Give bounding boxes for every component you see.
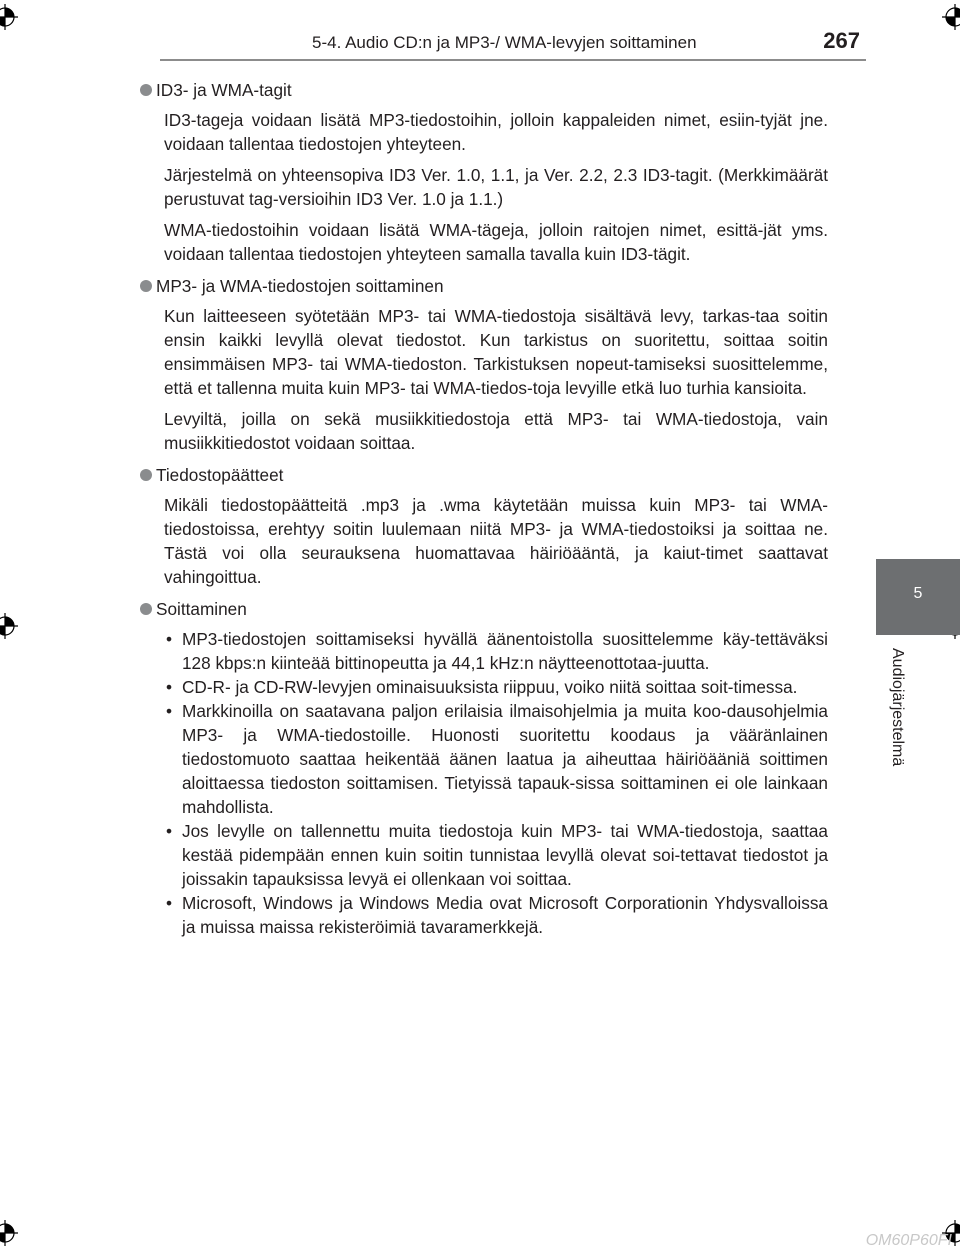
- list-item: [164, 675, 828, 699]
- section-file-extensions: [136, 463, 828, 589]
- paragraph: Mikäli tiedostopäätteitä .mp3 ja .wma käytetään muissa kuin MP3- tai WMA-tiedostoissa, erehtyy soitin luulemaan niitä MP3- ja WMA-tiedostoiksi ja soittaa ne. Tästä voi olla seurauksena huomattavaa häiriöääntä, ja kaiut-timet saattavat vahingoittua.: [164, 495, 828, 587]
- section-playing: [136, 597, 828, 939]
- list-item-text: Jos levylle on tallennettu muita tiedostoja kuin MP3- tai WMA-tiedostoja, saattaa kestää pidempään ennen kuin soitin tunnistaa levyllä olevat soi-tettavat tiedostot ja joissakin tapauksissa levyä ei ollenkaan voi soittaa.: [182, 821, 828, 889]
- list-bullet-icon: •: [166, 821, 173, 841]
- paragraph: Järjestelmä on yhteensopiva ID3 Ver. 1.0, 1.1, ja Ver. 2.2, 2.3 ID3-tagit. (Merkkimäärät perustuvat tag-versioihin ID3 Ver. 1.0 ja 1.1.): [164, 165, 828, 209]
- section-id3-tags: [136, 78, 828, 266]
- list-bullet-icon: •: [166, 701, 173, 721]
- section-heading: [136, 463, 828, 487]
- list-item: [164, 699, 828, 819]
- registration-mark-icon: [0, 1220, 18, 1246]
- header-divider: [160, 59, 866, 61]
- page-number: 267: [823, 28, 860, 53]
- chapter-side-label: [884, 648, 908, 848]
- footer-watermark: OM60P60FI: [865, 1232, 952, 1249]
- list-item-text: Microsoft, Windows ja Windows Media ovat Microsoft Corporationin Yhdysvalloissa ja muissa maissa rekisteröimiä tavaramerkkejä.: [182, 893, 828, 937]
- round-bullet-icon: [140, 603, 152, 615]
- round-bullet-icon: [140, 84, 152, 96]
- list-bullet-icon: •: [166, 629, 173, 649]
- round-bullet-icon: [140, 469, 152, 481]
- section-heading: [136, 274, 828, 298]
- list-item-text: Markkinoilla on saatavana paljon erilaisia ilmaisohjelmia ja muita koo-dausohjelmia MP3- ja WMA-tiedostoille. Huonosti suoritettu koodaus ja vääränlainen tiedostomuoto saattaa heikentää äänen laatua ja aiheuttaa häiriöääniä soittimen aloittaessa tiedoston soittamisen. Tietyissä tapauk-sissa soittaminen ei ole lainkaan mahdollista.: [182, 701, 828, 817]
- registration-mark-icon: [0, 4, 18, 30]
- section-heading-text: Soittaminen: [156, 599, 247, 619]
- list-bullet-icon: •: [166, 893, 173, 913]
- paragraph: Kun laitteeseen syötetään MP3- tai WMA-tiedostoja sisältävä levy, tarkas-taa soitin ensin kaikki levyllä olevat tiedostot. Kun tarkistus on suoritettu, soittaa soitin ensimmäisen MP3- tai WMA-tiedoston. Tarkistuksen nopeut-tamiseksi suosittelemme, että et tallenna muita kuin MP3- tai WMA-tiedos-toja levyille etkä luo turhia kansioita.: [164, 306, 828, 398]
- list-item-text: MP3-tiedostojen soittamiseksi hyvällä äänentoistolla suosittelemme käy-tettäväksi 128 kbps:n kiinteää bittinopeutta ja 44,1 kHz:n näytteenottotaa-juutta.: [182, 629, 828, 673]
- list-item-text: CD-R- ja CD-RW-levyjen ominaisuuksista riippuu, voiko niitä soittaa soit-timessa.: [182, 677, 798, 697]
- section-heading-text: Tiedostopäätteet: [156, 465, 284, 485]
- paragraph: ID3-tageja voidaan lisätä MP3-tiedostoihin, jolloin kappaleiden nimet, esiin-tyjät jne. voidaan tallentaa tiedostojen yhteyteen.: [164, 110, 828, 154]
- page-content: [136, 78, 828, 947]
- section-heading: [136, 597, 828, 621]
- section-heading-text: ID3- ja WMA-tagit: [156, 80, 292, 100]
- list-bullet-icon: •: [166, 677, 173, 697]
- chapter-tab-number: 5: [913, 585, 923, 602]
- section-heading-text: MP3- ja WMA-tiedostojen soittaminen: [156, 276, 444, 296]
- list-item: [164, 819, 828, 891]
- registration-mark-icon: [942, 4, 960, 30]
- chapter-tab: [876, 559, 960, 635]
- list-item: [164, 627, 828, 675]
- section-playback-files: [136, 274, 828, 455]
- section-heading: [136, 78, 828, 102]
- round-bullet-icon: [140, 280, 152, 292]
- paragraph: WMA-tiedostoihin voidaan lisätä WMA-tägeja, jolloin raitojen nimet, esittä-jät yms. voidaan tallentaa tiedostojen yhteyteen samalla tavalla kuin ID3-tägit.: [164, 220, 828, 264]
- registration-mark-icon: [0, 613, 18, 639]
- list-item: [164, 891, 828, 939]
- paragraph: Levyiltä, joilla on sekä musiikkitiedostoja että MP3- tai WMA-tiedostoja, vain musiikkitiedostot voidaan soittaa.: [164, 409, 828, 453]
- bullet-list: [164, 627, 828, 939]
- chapter-title: 5-4. Audio CD:n ja MP3-/ WMA-levyjen soittaminen: [312, 33, 697, 52]
- chapter-side-label-text: Audiojärjestelmä: [889, 648, 906, 767]
- page-header: [160, 28, 866, 58]
